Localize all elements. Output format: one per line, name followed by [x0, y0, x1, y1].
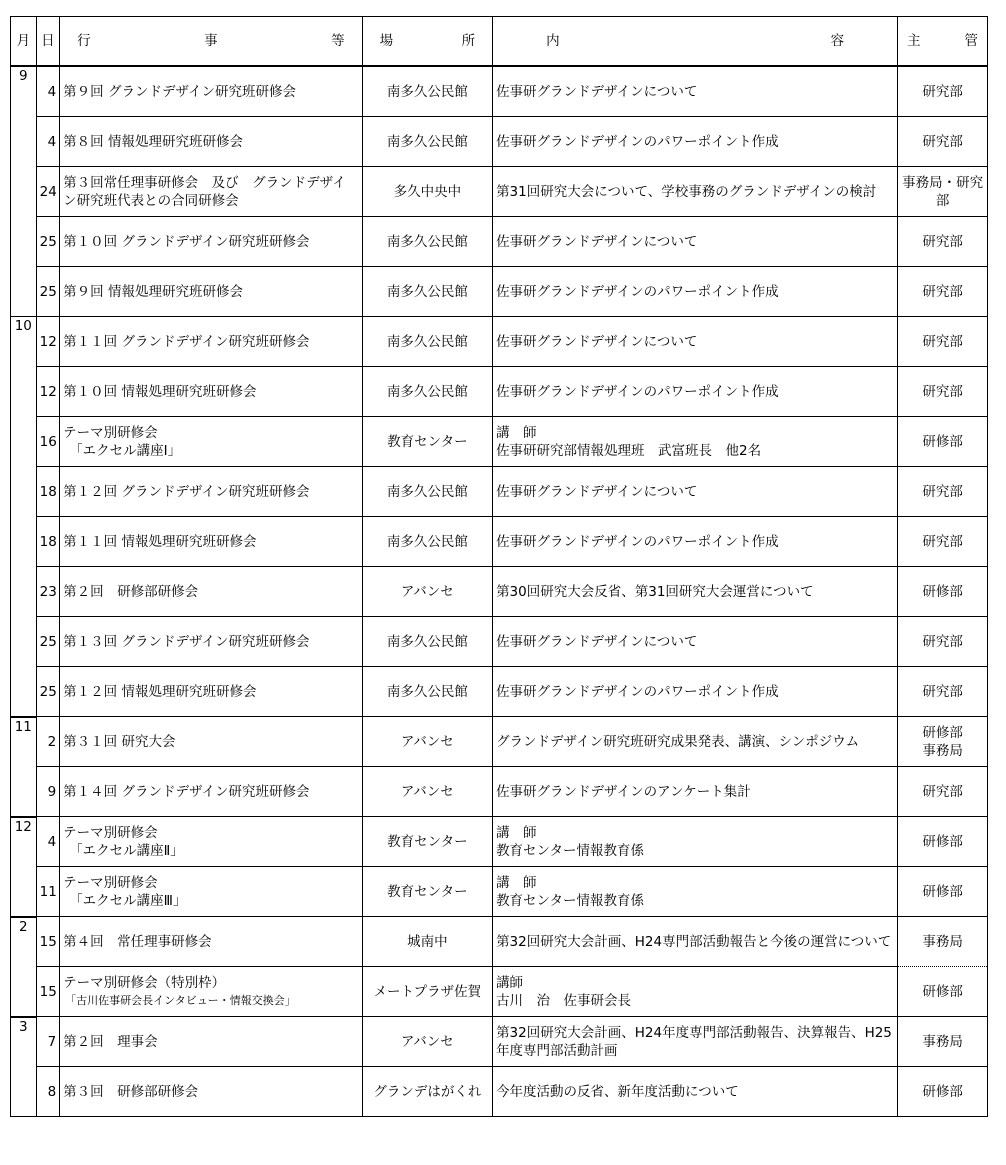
- table-row: [11, 517, 988, 567]
- day-cell: 7: [36, 1017, 60, 1067]
- content-cell: 佐事研グランドデザインについて: [493, 317, 898, 367]
- place-cell: 教育センター: [362, 867, 492, 917]
- table-row: [11, 1067, 988, 1117]
- day-cell: 4: [36, 817, 60, 867]
- day-cell: 23: [36, 567, 60, 617]
- event-cell: 第９回 情報処理研究班研修会: [60, 267, 363, 317]
- place-cell: 教育センター: [362, 417, 492, 467]
- event-cell: 第２回 理事会: [60, 1017, 363, 1067]
- table-row: [11, 967, 988, 1017]
- event-cell: 第１１回 グランドデザイン研究班研修会: [60, 317, 363, 367]
- table-row: [11, 567, 988, 617]
- day-cell: 15: [36, 967, 60, 1017]
- table-row: [11, 267, 988, 317]
- day-cell: 4: [36, 66, 60, 117]
- content-cell: 佐事研グランドデザインについて: [493, 467, 898, 517]
- day-cell: 16: [36, 417, 60, 467]
- organizer-cell: 研究部: [898, 617, 988, 667]
- header-organizer: [898, 17, 988, 67]
- content-title: 講 師: [496, 824, 537, 841]
- place-cell: 南多久公民館: [362, 617, 492, 667]
- day-cell: 12: [36, 317, 60, 367]
- table-row: [11, 467, 988, 517]
- header-place: [362, 17, 492, 67]
- place-cell: アバンセ: [362, 567, 492, 617]
- month-cell: 9: [11, 66, 37, 317]
- header-content: [493, 17, 898, 67]
- header-event-char-1: 行: [77, 33, 91, 49]
- month-cell: 2: [11, 917, 37, 1017]
- event-subtitle: 「エクセル講座Ⅲ」: [69, 892, 187, 909]
- event-cell: 第４回 常任理事研修会: [60, 917, 363, 967]
- table-row: [11, 717, 988, 767]
- day-cell: 12: [36, 367, 60, 417]
- organizer-cell: 研修部: [898, 1067, 988, 1117]
- day-cell: 25: [36, 217, 60, 267]
- content-cell: [493, 817, 898, 867]
- organizer-cell: 研修部: [898, 967, 988, 1017]
- place-cell: グランデはがくれ: [362, 1067, 492, 1117]
- header-organizer-char-1: 主: [907, 33, 921, 49]
- day-cell: 2: [36, 717, 60, 767]
- table-row: [11, 367, 988, 417]
- content-cell: [493, 867, 898, 917]
- place-cell: 多久中央中: [362, 167, 492, 217]
- content-detail: 古川 治 佐事研会長: [496, 992, 632, 1009]
- content-cell: [493, 417, 898, 467]
- place-cell: 南多久公民館: [362, 66, 492, 117]
- place-cell: アバンセ: [362, 767, 492, 817]
- table-row: [11, 617, 988, 667]
- table-row: [11, 917, 988, 967]
- place-cell: 南多久公民館: [362, 467, 492, 517]
- place-cell: アバンセ: [362, 1017, 492, 1067]
- event-cell: 第３回 研修部研修会: [60, 1067, 363, 1117]
- event-cell: 第２回 研修部研修会: [60, 567, 363, 617]
- organizer-cell: 研修部: [898, 417, 988, 467]
- place-cell: メートプラザ佐賀: [362, 967, 492, 1017]
- organizer-cell: 研究部: [898, 667, 988, 717]
- organizer-secondary: 事務局: [922, 742, 963, 759]
- content-cell: 第30回研究大会反省、第31回研究大会運営について: [493, 567, 898, 617]
- table-row: [11, 217, 988, 267]
- content-title: 講 師: [496, 874, 537, 891]
- header-content-char-2: 容: [830, 33, 845, 49]
- event-cell: 第１４回 グランドデザイン研究班研修会: [60, 767, 363, 817]
- month-cell: 3: [11, 1017, 37, 1117]
- table-row: [11, 66, 988, 117]
- event-cell: [60, 967, 363, 1017]
- place-cell: 南多久公民館: [362, 117, 492, 167]
- table-row: [11, 767, 988, 817]
- event-cell: [60, 417, 363, 467]
- organizer-cell: 研究部: [898, 367, 988, 417]
- place-cell: 南多久公民館: [362, 667, 492, 717]
- organizer-cell: 研修部: [898, 817, 988, 867]
- header-content-char-1: 内: [546, 33, 560, 49]
- organizer-cell: 研究部: [898, 467, 988, 517]
- content-cell: 第32回研究大会計画、H24年度専門部活動報告、決算報告、H25年度専門部活動計画: [493, 1017, 898, 1067]
- place-cell: 南多久公民館: [362, 267, 492, 317]
- day-cell: 8: [36, 1067, 60, 1117]
- organizer-cell: 研究部: [898, 317, 988, 367]
- organizer-cell: 研究部: [898, 767, 988, 817]
- table-row: [11, 167, 988, 217]
- table-row: [11, 317, 988, 367]
- organizer-cell: 研修部: [898, 867, 988, 917]
- place-cell: 城南中: [362, 917, 492, 967]
- day-cell: 9: [36, 767, 60, 817]
- content-cell: 佐事研グランドデザインのパワーポイント作成: [493, 117, 898, 167]
- event-cell: 第１３回 グランドデザイン研究班研修会: [60, 617, 363, 667]
- content-detail: 教育センター情報教育係: [496, 892, 645, 909]
- table-body: [11, 66, 988, 1117]
- table-row: [11, 417, 988, 467]
- header-month: 月: [11, 17, 37, 67]
- organizer-cell: 研究部: [898, 517, 988, 567]
- content-cell: 第31回研究大会について、学校事務のグランドデザインの検討: [493, 167, 898, 217]
- header-event: [60, 17, 363, 67]
- table-row: [11, 117, 988, 167]
- header-place-char-2: 所: [461, 33, 476, 49]
- content-cell: 佐事研グランドデザインのアンケート集計: [493, 767, 898, 817]
- content-cell: 佐事研グランドデザインのパワーポイント作成: [493, 517, 898, 567]
- place-cell: 南多久公民館: [362, 367, 492, 417]
- table-row: [11, 867, 988, 917]
- day-cell: 18: [36, 517, 60, 567]
- table-row: [11, 1017, 988, 1067]
- content-cell: 佐事研グランドデザインのパワーポイント作成: [493, 267, 898, 317]
- content-cell: 今年度活動の反省、新年度活動について: [493, 1067, 898, 1117]
- event-cell: 第８回 情報処理研究班研修会: [60, 117, 363, 167]
- day-cell: 25: [36, 617, 60, 667]
- place-cell: 南多久公民館: [362, 517, 492, 567]
- event-cell: 第９回 グランドデザイン研究班研修会: [60, 66, 363, 117]
- content-title: 講 師: [496, 424, 537, 441]
- content-cell: 佐事研グランドデザインについて: [493, 617, 898, 667]
- event-cell: 第１０回 グランドデザイン研究班研修会: [60, 217, 363, 267]
- day-cell: 11: [36, 867, 60, 917]
- event-title: テーマ別研修会（特別枠）: [63, 974, 226, 991]
- content-detail: 教育センター情報教育係: [496, 842, 645, 859]
- content-cell: グランドデザイン研究班研究成果発表、講演、シンポジウム: [493, 717, 898, 767]
- content-detail: 佐事研研究部情報処理班 武富班長 他2名: [496, 442, 762, 459]
- table-row: [11, 817, 988, 867]
- event-cell: 第１２回 グランドデザイン研究班研修会: [60, 467, 363, 517]
- day-cell: 25: [36, 667, 60, 717]
- day-cell: 24: [36, 167, 60, 217]
- day-cell: 15: [36, 917, 60, 967]
- organizer-cell: 事務局: [898, 917, 988, 967]
- table-row: [11, 667, 988, 717]
- organizer-primary: 研修部: [922, 724, 963, 741]
- event-cell: 第１１回 情報処理研究班研修会: [60, 517, 363, 567]
- event-title: テーマ別研修会: [63, 874, 158, 891]
- place-cell: 南多久公民館: [362, 217, 492, 267]
- day-cell: 4: [36, 117, 60, 167]
- month-cell: 11: [11, 717, 37, 817]
- organizer-cell: [898, 717, 988, 767]
- organizer-cell: 事務局: [898, 1017, 988, 1067]
- content-cell: 佐事研グランドデザインについて: [493, 217, 898, 267]
- header-event-char-2: 事: [204, 33, 218, 49]
- content-cell: 佐事研グランドデザインのパワーポイント作成: [493, 667, 898, 717]
- event-cell: [60, 817, 363, 867]
- header-organizer-char-2: 管: [964, 33, 978, 49]
- activity-schedule-table: [10, 16, 988, 1117]
- event-subtitle: 「エクセル講座Ⅰ」: [69, 442, 182, 459]
- month-cell: 10: [11, 317, 37, 717]
- place-cell: アバンセ: [362, 717, 492, 767]
- day-cell: 25: [36, 267, 60, 317]
- event-title: テーマ別研修会: [63, 824, 158, 841]
- event-cell: 第１２回 情報処理研究班研修会: [60, 667, 363, 717]
- content-title: 講師: [496, 974, 524, 991]
- event-subtitle: 「エクセル講座Ⅱ」: [69, 842, 184, 859]
- content-cell: 佐事研グランドデザインについて: [493, 66, 898, 117]
- organizer-cell: 事務局・研究部: [898, 167, 988, 217]
- event-title: テーマ別研修会: [63, 424, 158, 441]
- event-cell: 第３１回 研究大会: [60, 717, 363, 767]
- organizer-cell: 研究部: [898, 66, 988, 117]
- header-place-char-1: 場: [379, 33, 394, 49]
- organizer-cell: 研究部: [898, 267, 988, 317]
- place-cell: 南多久公民館: [362, 317, 492, 367]
- organizer-cell: 研修部: [898, 567, 988, 617]
- event-cell: 第３回常任理事研修会 及び グランドデザイン研究班代表との合同研修会: [60, 167, 363, 217]
- table-header: [11, 17, 988, 67]
- content-cell: [493, 967, 898, 1017]
- header-day: 日: [36, 17, 60, 67]
- organizer-cell: 研究部: [898, 117, 988, 167]
- place-cell: 教育センター: [362, 817, 492, 867]
- content-cell: 佐事研グランドデザインのパワーポイント作成: [493, 367, 898, 417]
- header-event-char-3: 等: [331, 33, 345, 49]
- month-cell: 12: [11, 817, 37, 917]
- organizer-cell: 研究部: [898, 217, 988, 267]
- event-cell: [60, 867, 363, 917]
- event-subtitle: 「古川佐事研会長インタビュー・情報交換会」: [65, 993, 296, 1007]
- day-cell: 18: [36, 467, 60, 517]
- content-cell: 第32回研究大会計画、H24専門部活動報告と今後の運営について: [493, 917, 898, 967]
- event-cell: 第１０回 情報処理研究班研修会: [60, 367, 363, 417]
